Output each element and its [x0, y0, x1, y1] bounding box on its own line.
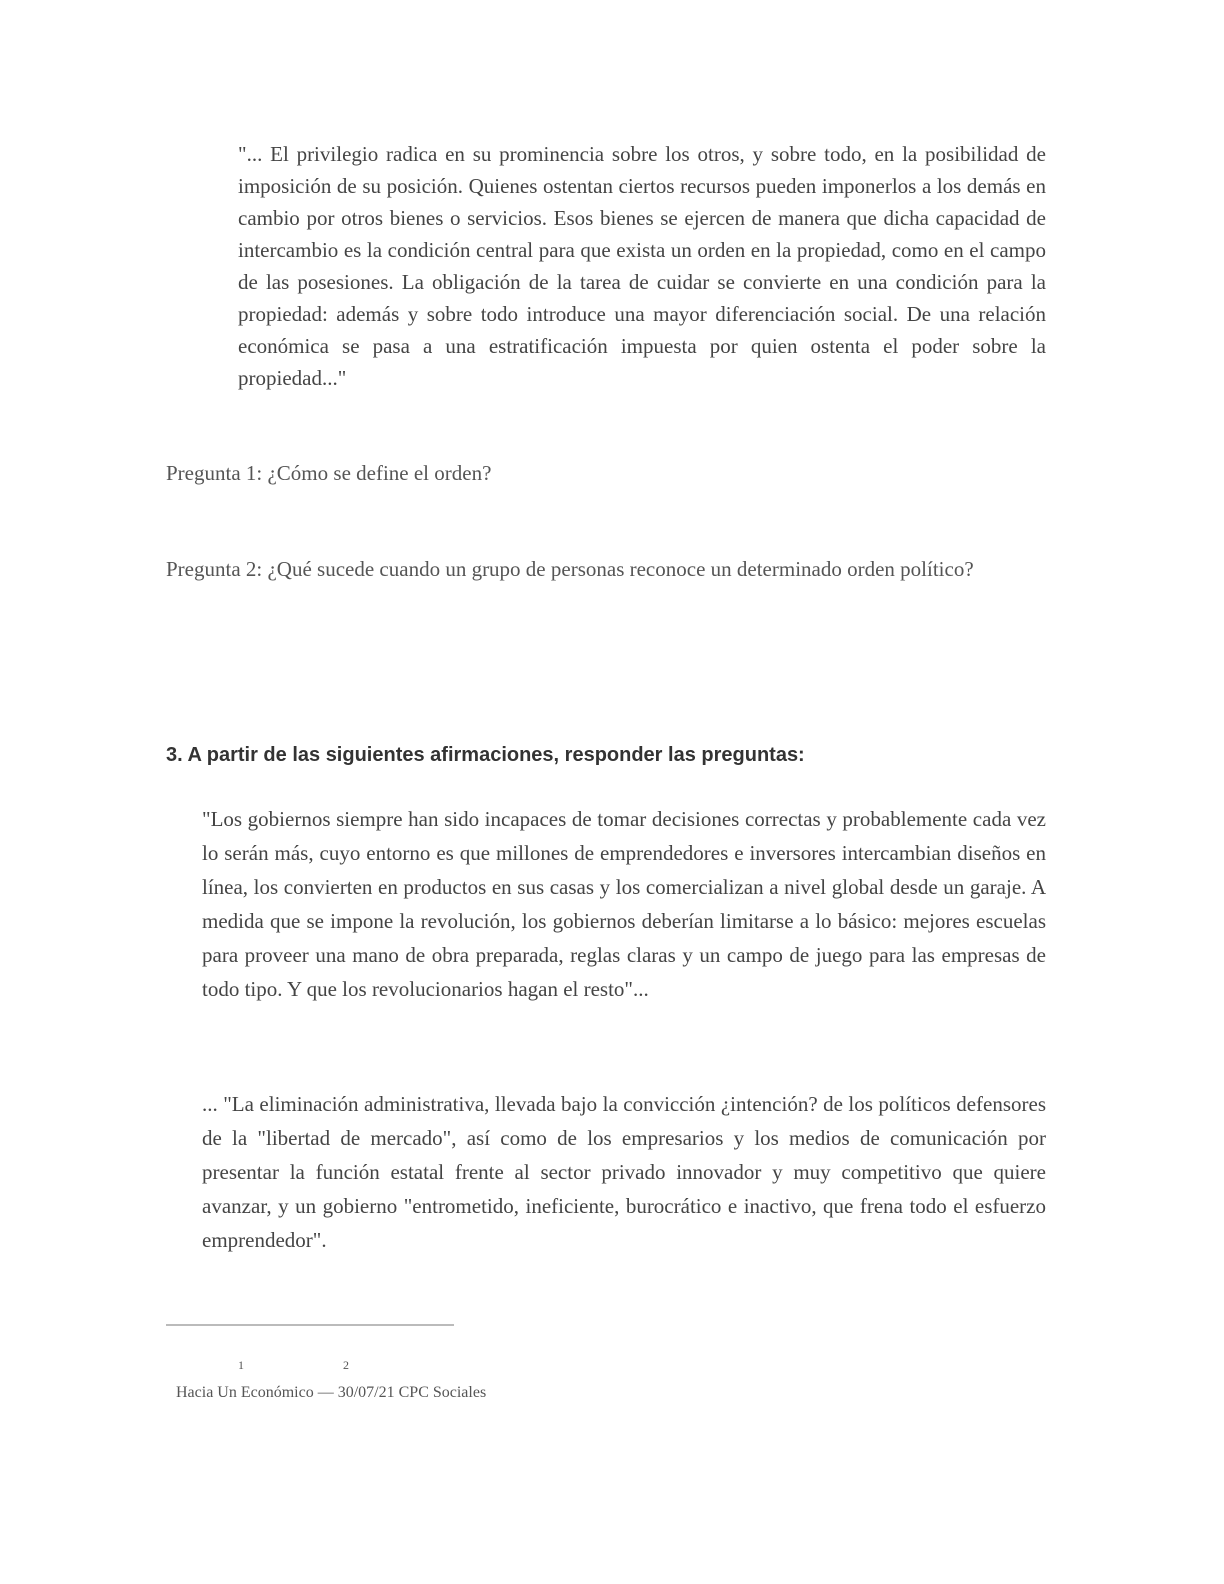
footnote-marks: [238, 1358, 349, 1372]
section-heading: 3. A partir de las siguientes afirmaciones, responder las preguntas:: [166, 744, 805, 766]
footnote-text: Hacia Un Económico — 30/07/21 CPC Sociales: [176, 1384, 487, 1401]
question-1: Pregunta 1: ¿Cómo se define el orden?: [166, 461, 492, 485]
footnote-mark-1: 1: [238, 1358, 244, 1372]
quote-paragraph-2: ... "La eliminación administrativa, llevada bajo la convicción ¿intención? de los políticos defensores de la "libertad de mercado", así como de los empresarios y los medios de comunicación por presentar la función estatal frente al sector privado innovador y muy competitivo que quiere avanzar, y un gobierno "entrometido, ineficiente, burocrático e inactivo, que frena todo el esfuerzo emprendedor".: [202, 1092, 1046, 1252]
question-2: Pregunta 2: ¿Qué sucede cuando un grupo de personas reconoce un determinado orden político?: [166, 557, 974, 581]
footnote-divider: [166, 1324, 454, 1326]
quote-paragraph-1: "Los gobiernos siempre han sido incapaces de tomar decisiones correctas y probablemente cada vez lo serán más, cuyo entorno es que millones de emprendedores e inversores intercambian diseños en línea, los convierten en productos en sus casas y los comercializan a nivel global desde un garaje. A medida que se impone la revolución, los gobiernos deberían limitarse a lo básico: mejores escuelas para proveer una mano de obra preparada, reglas claras y un campo de juego para las empresas de todo tipo. Y que los revolucionarios hagan el resto"...: [202, 807, 1046, 1001]
indented-quote: "... El privilegio radica en su prominencia sobre los otros, y sobre todo, en la posibilidad de imposición de su posición. Quienes ostentan ciertos recursos pueden imponerlos a los demás en cambio por otros bienes o servicios. Esos bienes se ejercen de manera que dicha capacidad de intercambio es la condición central para que exista un orden en la propiedad, como en el campo de las posesiones. La obligación de la tarea de cuidar se convierte en una condición para la propiedad: además y sobre todo introduce una mayor diferenciación social. De una relación económica se pasa a una estratificación impuesta por quien ostenta el poder sobre la propiedad...": [238, 142, 1046, 390]
footnote-mark-2: 2: [343, 1358, 349, 1372]
